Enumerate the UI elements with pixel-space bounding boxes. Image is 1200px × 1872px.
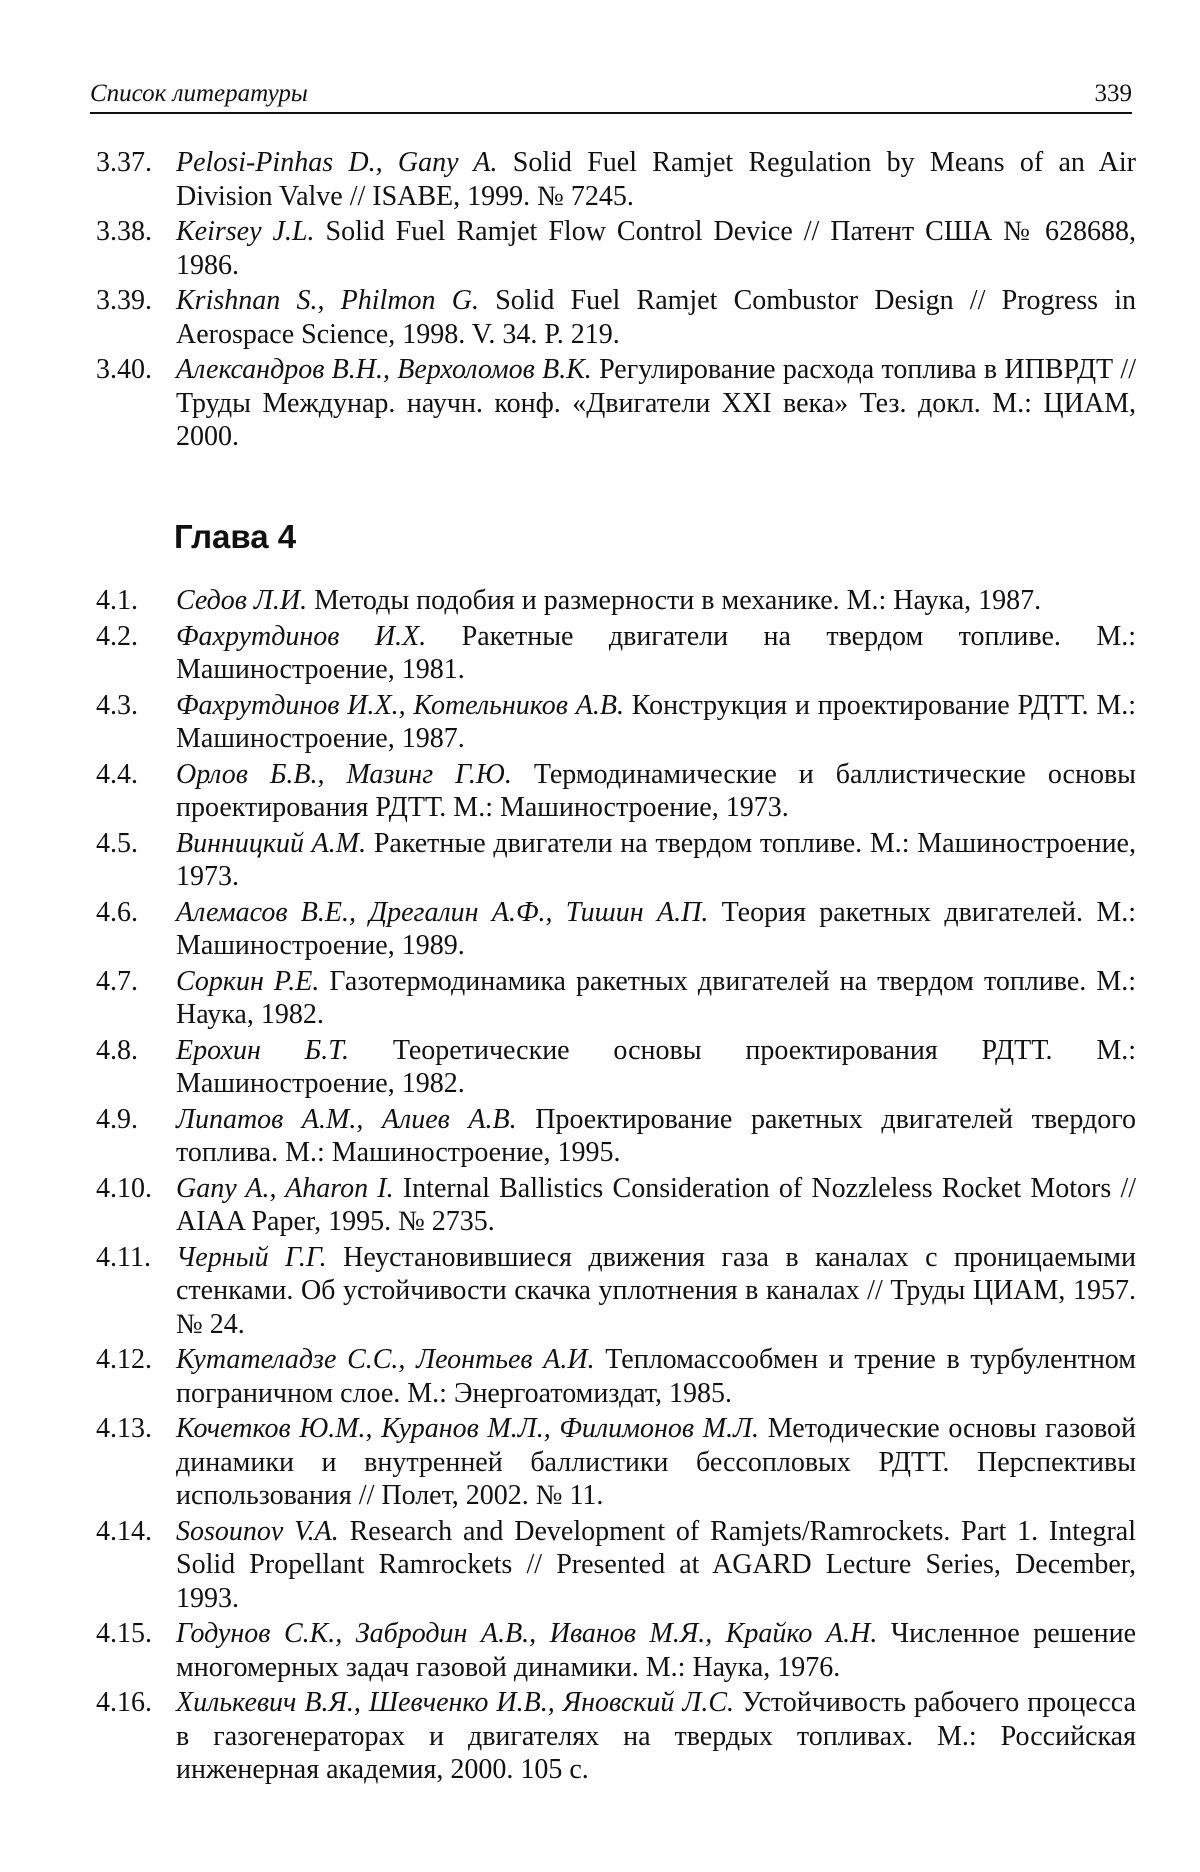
- reference-number: 3.39.: [96, 285, 152, 316]
- reference-number: 4.9.: [96, 1103, 138, 1135]
- reference-text: Численное решение многомерных задач газовой динамики. М.: Наука, 1976.: [176, 1618, 1137, 1683]
- reference-item: [96, 584, 1136, 618]
- running-header: [90, 74, 1132, 114]
- reference-text: Термодинамические и баллистические основы проектирования РДТТ. М.: Машиностроение, 1973.: [176, 758, 1136, 823]
- reference-text: Методы подобия и размерности в механике. М.: Наука, 1987.: [307, 585, 1042, 616]
- reference-item: [96, 965, 1136, 1032]
- reference-text: Регулирование расхода топлива в ИПВРДТ // Труды Междунар. научн. конф. «Двигатели XXI века» Тез. докл. М.: ЦИАМ, 2000.: [176, 354, 1136, 452]
- reference-authors: Черный Г.Г.: [176, 1241, 327, 1273]
- reference-text: Теория ракетных двигателей. М.: Машиностроение, 1989.: [176, 896, 1136, 961]
- reference-number: 4.11.: [96, 1241, 151, 1273]
- reference-number: 4.1.: [96, 585, 138, 616]
- reference-text: Internal Ballistics Consideration of Nozzleless Rocket Motors // AIAA Paper, 1995. № 2735.: [176, 1172, 1137, 1237]
- reference-item: [96, 1172, 1136, 1239]
- reference-authors: Александров В.Н., Верхоломов В.К.: [176, 354, 592, 385]
- reference-number: 3.37.: [96, 147, 152, 178]
- reference-item: [96, 1343, 1136, 1410]
- reference-text: Solid Fuel Ramjet Regulation by Means of an Air Division Valve // ISABE, 1999. № 7245.: [176, 147, 1137, 212]
- reference-authors: Pelosi-Pinhas D., Gany A.: [176, 147, 498, 178]
- reference-item: [96, 758, 1136, 825]
- reference-text: Solid Fuel Ramjet Combustor Design // Progress in Aerospace Science, 1998. V. 34. P. 219.: [176, 285, 1136, 350]
- reference-authors: Орлов Б.В., Мазинг Г.Ю.: [176, 758, 512, 790]
- reference-authors: Алемасов В.Е., Дрегалин А.Ф., Тишин А.П.: [176, 896, 709, 928]
- reference-authors: Sosounov V.A.: [176, 1515, 339, 1547]
- reference-number: 4.16.: [96, 1687, 152, 1718]
- reference-item: [96, 689, 1136, 756]
- reference-item: [96, 215, 1136, 282]
- reference-authors: Кутателадзе С.С., Леонтьев А.И.: [176, 1344, 595, 1375]
- reference-text: Устойчивость рабочего процесса в газогенераторах и двигателях на твердых топливах. М.: Российская инженерная академия, 2000. 105 с.: [176, 1687, 1136, 1785]
- reference-text: Конструкция и проектирование РДТТ. М.: Машиностроение, 1987.: [176, 689, 1136, 754]
- reference-list-chapter-4: [96, 584, 1136, 1789]
- reference-authors: Кочетков Ю.М., Куранов М.Л., Филимонов М.Л.: [176, 1413, 760, 1444]
- reference-item: [96, 620, 1136, 687]
- reference-authors: Ерохин Б.Т.: [176, 1034, 350, 1066]
- reference-number: 4.14.: [96, 1515, 152, 1547]
- reference-number: 4.12.: [96, 1344, 152, 1375]
- reference-item: [96, 827, 1136, 894]
- reference-authors: Krishnan S., Philmon G.: [176, 285, 479, 316]
- reference-item: [96, 1241, 1136, 1342]
- reference-text: Research and Development of Ramjets/Ramrockets. Part 1. Integral Solid Propellant Ramrockets // Presented at AGARD Lecture Series, December, 1993.: [176, 1515, 1136, 1614]
- reference-number: 4.3.: [96, 689, 138, 721]
- reference-text: Неустановившиеся движения газа в каналах с проницаемыми стенками. Об устойчивости скачка уплотнения в каналах // Труды ЦИАМ, 1957. № 24.: [176, 1241, 1137, 1340]
- reference-item: [96, 1412, 1136, 1513]
- reference-item: [96, 896, 1136, 963]
- reference-authors: Соркин Р.Е.: [176, 965, 320, 997]
- reference-item: [96, 353, 1136, 454]
- header-section-title: Список литературы: [90, 80, 308, 107]
- reference-item: [96, 146, 1136, 213]
- reference-text: Ракетные двигатели на твердом топливе. М.: Машиностроение, 1973.: [176, 827, 1136, 892]
- reference-item: [96, 1103, 1136, 1170]
- reference-item: [96, 1515, 1136, 1616]
- reference-item: [96, 1686, 1136, 1787]
- reference-number: 4.7.: [96, 965, 138, 997]
- reference-number: 4.10.: [96, 1172, 152, 1204]
- reference-text: Проектирование ракетных двигателей твердого топлива. М.: Машиностроение, 1995.: [176, 1103, 1136, 1168]
- reference-number: 4.2.: [96, 620, 138, 652]
- reference-authors: Keirsey J.L.: [176, 216, 315, 247]
- reference-number: 3.40.: [96, 354, 152, 385]
- reference-text: Ракетные двигатели на твердом топливе. М.: Машиностроение, 1981.: [176, 620, 1137, 685]
- reference-text: Газотермодинамика ракетных двигателей на твердом топливе. М.: Наука, 1982.: [176, 965, 1136, 1030]
- reference-number: 3.38.: [96, 216, 152, 247]
- reference-item: [96, 284, 1136, 351]
- reference-number: 4.15.: [96, 1618, 152, 1649]
- reference-text: Методические основы газовой динамики и внутренней баллистики бессопловых РДТТ. Перспективы использования // Полет, 2002. № 11.: [176, 1413, 1136, 1511]
- chapter-heading: Глава 4: [174, 518, 297, 555]
- reference-text: Тепломассообмен и трение в турбулентном пограничном слое. М.: Энергоатомиздат, 1985.: [176, 1344, 1136, 1409]
- reference-authors: Липатов А.М., Алиев А.В.: [176, 1103, 517, 1135]
- reference-authors: Фахрутдинов И.Х.: [176, 620, 427, 652]
- reference-number: 4.5.: [96, 827, 138, 859]
- reference-authors: Седов Л.И.: [176, 585, 308, 616]
- reference-number: 4.8.: [96, 1034, 138, 1066]
- reference-authors: Хилькевич В.Я., Шевченко И.В., Яновский Л.С.: [176, 1687, 735, 1718]
- reference-number: 4.6.: [96, 896, 138, 928]
- page-number: 339: [1094, 80, 1132, 107]
- reference-authors: Фахрутдинов И.Х., Котельников А.В.: [176, 689, 624, 721]
- reference-text: Теоретические основы проектирования РДТТ. М.: Машиностроение, 1982.: [176, 1034, 1137, 1099]
- reference-item: [96, 1034, 1136, 1101]
- reference-number: 4.4.: [96, 758, 138, 790]
- reference-list-chapter-3: [96, 146, 1136, 456]
- reference-text: Solid Fuel Ramjet Flow Control Device // Патент США № 628688, 1986.: [176, 216, 1137, 281]
- reference-number: 4.13.: [96, 1413, 152, 1444]
- reference-authors: Gany A., Aharon I.: [176, 1172, 394, 1204]
- reference-authors: Винницкий А.М.: [176, 827, 367, 859]
- reference-item: [96, 1617, 1136, 1684]
- reference-authors: Годунов С.К., Забродин А.В., Иванов М.Я., Крайко А.Н.: [176, 1618, 878, 1649]
